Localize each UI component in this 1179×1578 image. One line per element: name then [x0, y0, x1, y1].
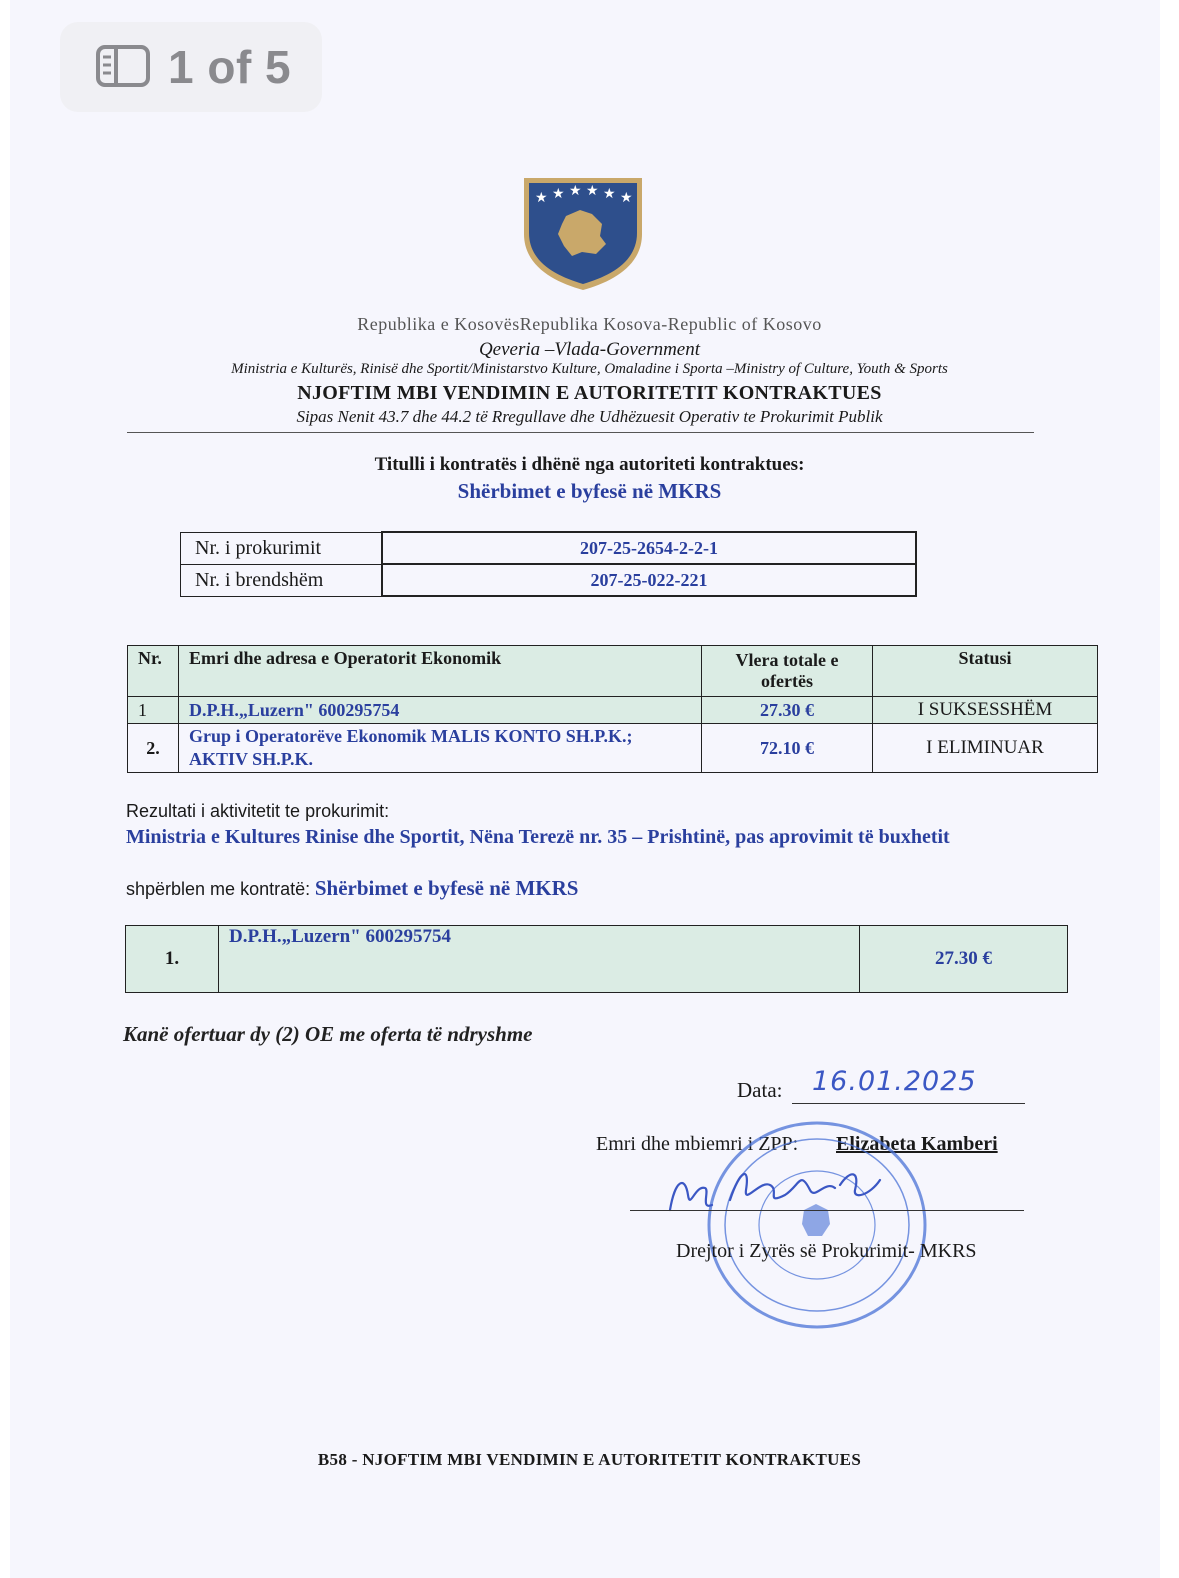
procurement-number-value: 207-25-2654-2-2-1 [382, 532, 916, 564]
table-row [181, 532, 917, 564]
result-value: Ministria e Kultures Rinise dhe Sportit, Nëna Terezë nr. 35 – Prishtinë, pas aprovimit të buxhetit [126, 826, 950, 848]
officer-role: Drejtor i Zyrës së Prokurimit- MKRS [676, 1240, 977, 1262]
operator-name: Grup i Operatorëve Ekonomik MALIS KONTO SH.P.K.; AKTIV SH.P.K. [179, 724, 702, 773]
award-table [125, 925, 1068, 993]
award-nr: 1. [126, 926, 219, 993]
table-row [128, 697, 1098, 724]
operator-value: 27.30 € [702, 697, 873, 724]
operator-nr: 1 [128, 697, 179, 724]
header-ministry: Ministria e Kulturës, Rinisë dhe Sportit/Ministarstvo Kulture, Omaladine i Sporta –Ministry of Culture, Youth & Sports [231, 361, 948, 377]
award-label: shpërblen me kontratë: [126, 879, 311, 899]
svg-text:★: ★ [620, 190, 633, 206]
column-header: Vlera totale e ofertës [702, 646, 873, 697]
svg-text:★: ★ [535, 190, 548, 206]
svg-text:★: ★ [569, 183, 582, 199]
svg-text:★: ★ [586, 183, 599, 199]
procurement-ids-table [180, 531, 917, 597]
operator-value: 72.10 € [702, 724, 873, 773]
header-country: Republika e KosovësRepublika Kosova-Republic of Kosovo [357, 314, 822, 334]
operator-nr: 2. [128, 724, 179, 773]
officer-name-value: Elizabeta Kamberi [836, 1133, 998, 1155]
kosovo-emblem-icon [522, 174, 644, 292]
svg-text:★: ★ [552, 186, 565, 202]
header-government: Qeveria –Vlada-Government [478, 339, 701, 360]
svg-text:★: ★ [603, 186, 616, 202]
page-indicator-text: 1 of 5 [168, 41, 292, 93]
officer-name-label: Emri dhe mbiemri i ZPP: [596, 1133, 799, 1155]
operator-status: I ELIMINUAR [873, 724, 1098, 773]
page-list-icon [96, 45, 150, 87]
procurement-number-label: Nr. i prokurimit [181, 532, 383, 564]
table-row [181, 564, 917, 596]
award-value: Shërbimet e byfesë në MKRS [314, 876, 579, 900]
award-operator: D.P.H.„Luzern" 600295754 [219, 926, 860, 993]
offers-note: Kanë ofertuar dy (2) OE me oferta të ndryshme [123, 1022, 533, 1046]
page-edge [1160, 0, 1179, 1578]
internal-number-label: Nr. i brendshëm [181, 564, 383, 596]
signature-line [630, 1210, 1024, 1211]
table-row [128, 724, 1098, 773]
handwritten-signature-icon [650, 1150, 900, 1230]
contract-title-label: Titulli i kontratës i dhënë nga autoriteti kontraktues: [374, 454, 805, 475]
form-footer: B58 - NJOFTIM MBI VENDIMIN E AUTORITETIT KONTRAKTUES [317, 1450, 862, 1469]
date-value: 16.01.2025 [812, 1066, 977, 1097]
column-header: Nr. [128, 646, 179, 697]
internal-number-value: 207-25-022-221 [382, 564, 916, 596]
operators-table [127, 645, 1098, 773]
operator-status: I SUKSESSHËM [873, 697, 1098, 724]
date-line [792, 1103, 1025, 1104]
table-row [126, 926, 1068, 993]
header-divider [127, 432, 1034, 433]
contract-title-value: Shërbimet e byfesë në MKRS [457, 479, 722, 503]
page-indicator[interactable] [60, 22, 322, 112]
column-header: Statusi [873, 646, 1098, 697]
operator-name: D.P.H.„Luzern" 600295754 [179, 697, 702, 724]
legal-basis: Sipas Nenit 43.7 dhe 44.2 të Rregullave dhe Udhëzuesit Operativ te Prokurimit Publik [296, 407, 883, 426]
table-header-row [128, 646, 1098, 697]
award-amount: 27.30 € [860, 926, 1068, 993]
result-label: Rezultati i aktivitetit te prokurimit: [126, 801, 390, 821]
document-title: NJOFTIM MBI VENDIMIN E AUTORITETIT KONTRAKTUES [297, 382, 882, 404]
award-line [126, 876, 579, 901]
column-header: Emri dhe adresa e Operatorit Ekonomik [179, 646, 702, 697]
date-label: Data: [737, 1078, 783, 1102]
